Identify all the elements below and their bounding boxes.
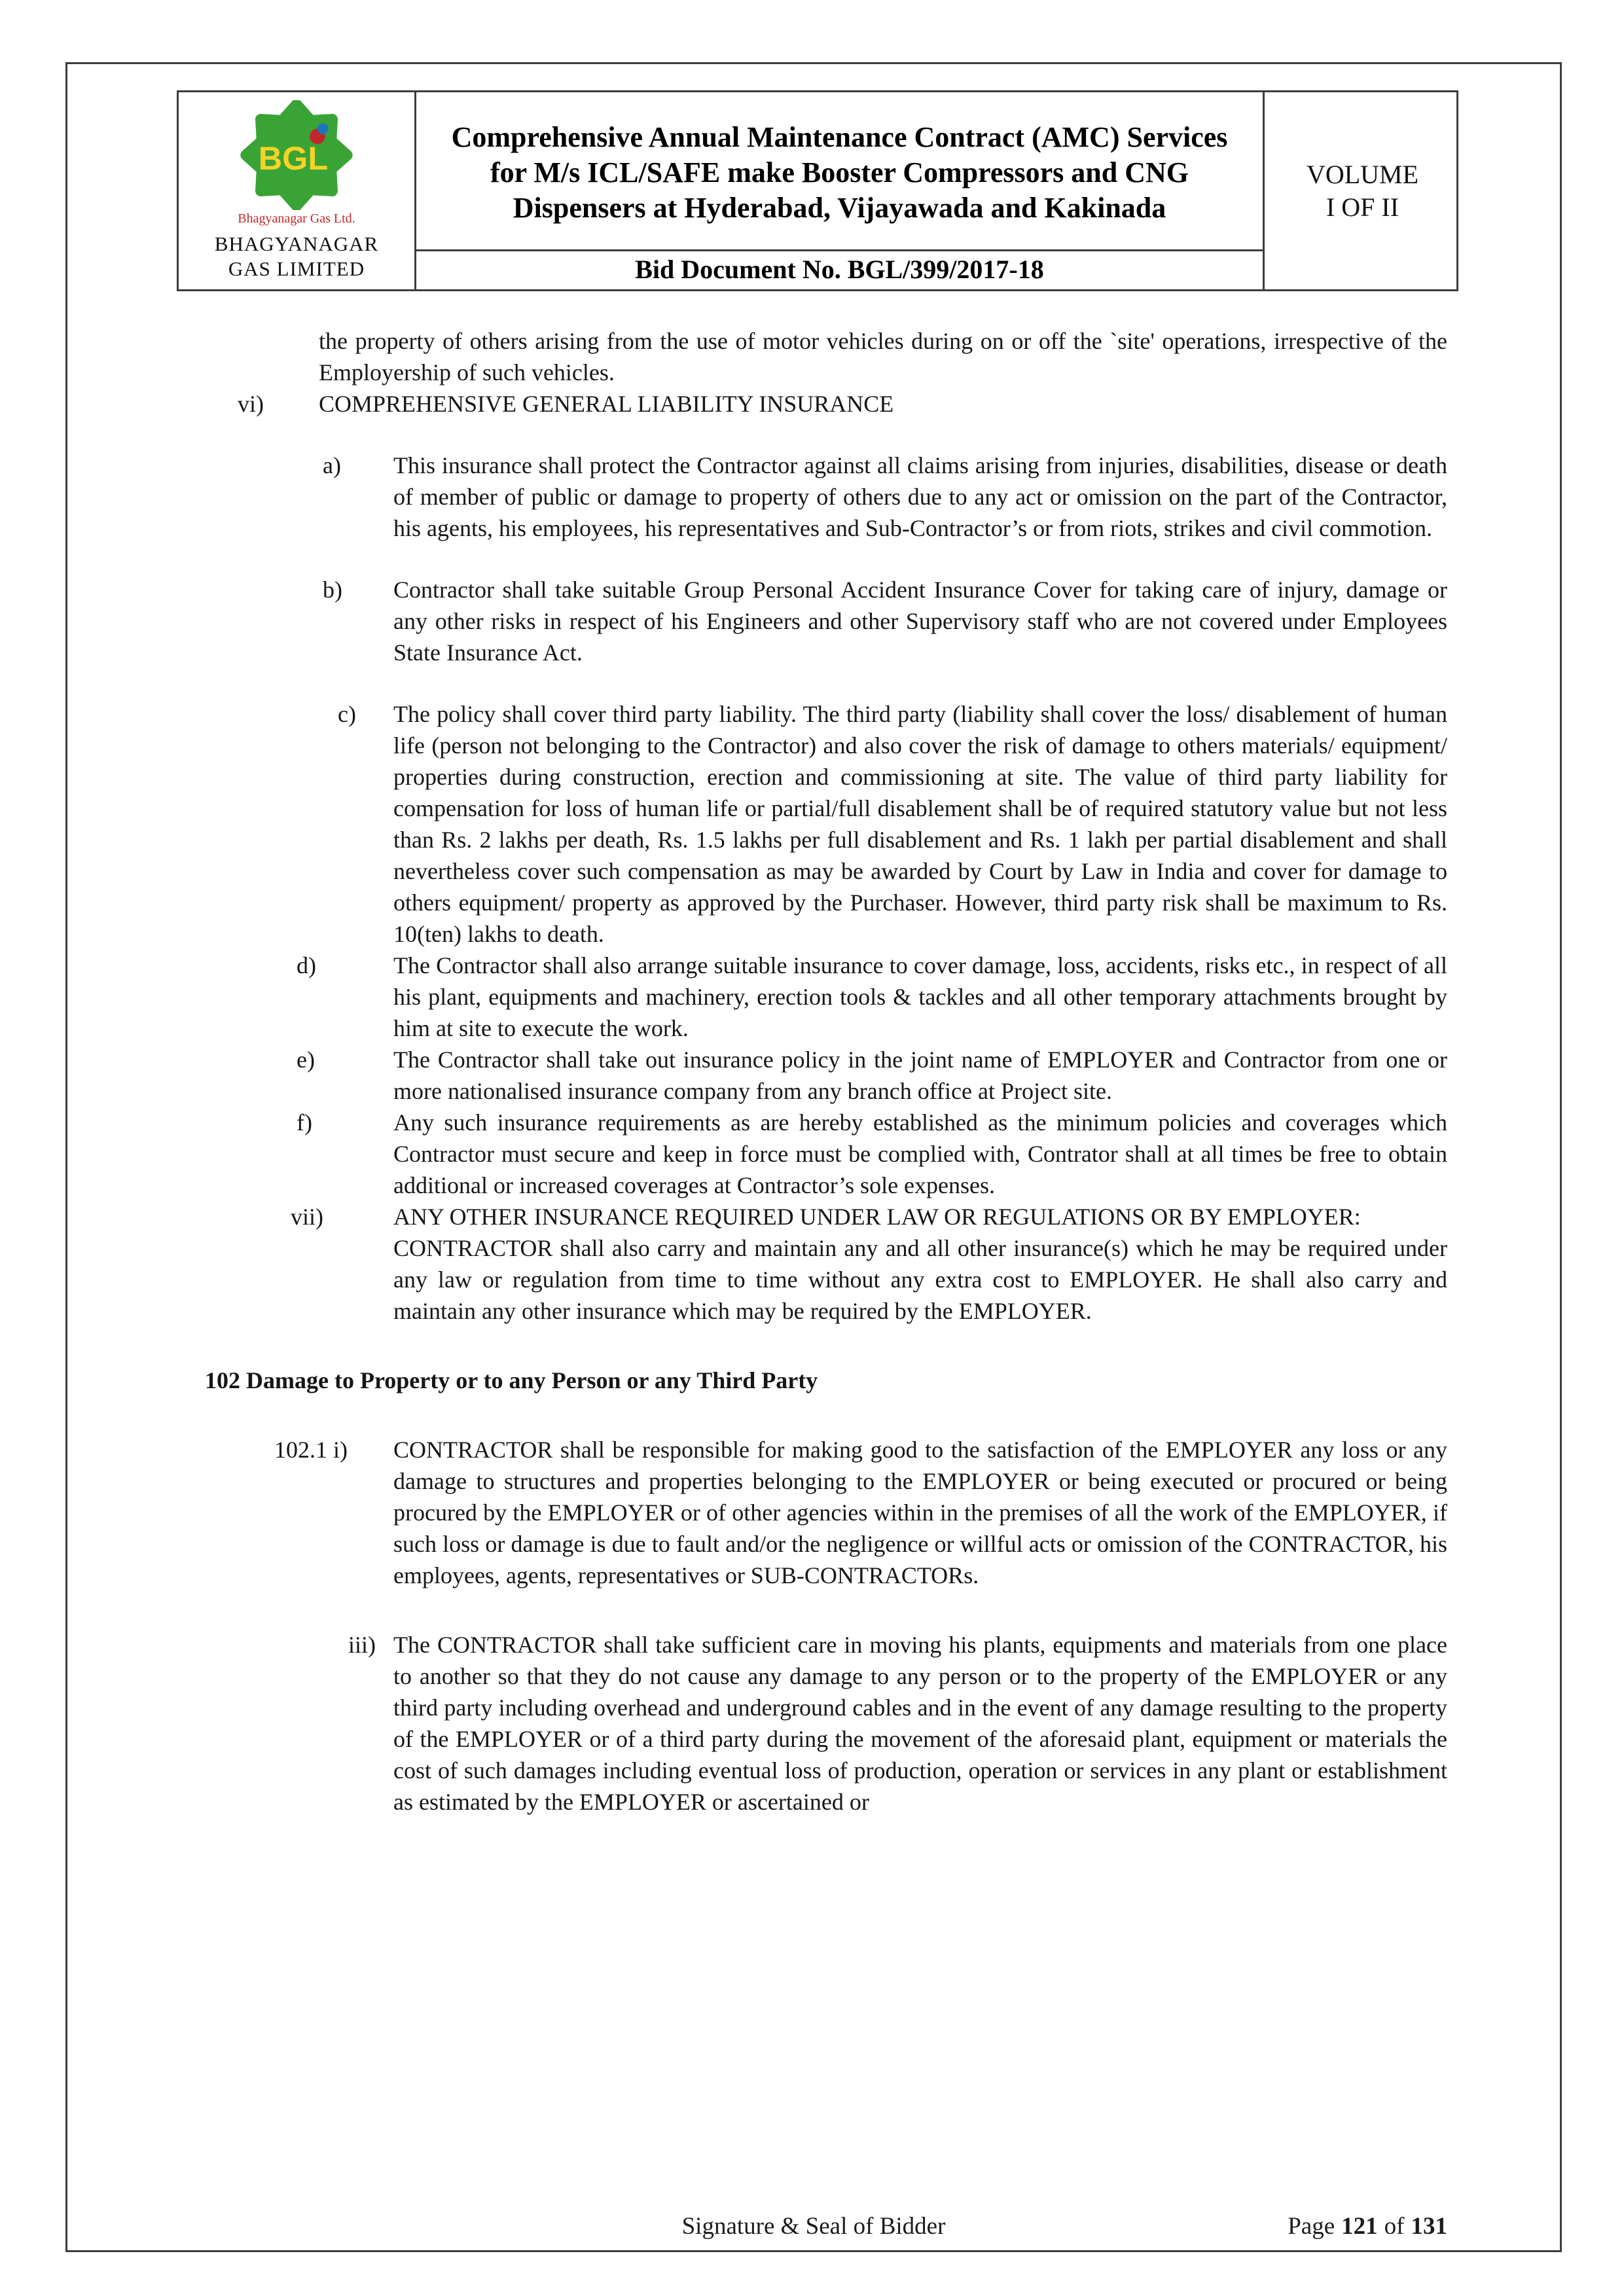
volume-line2: I OF II: [1326, 192, 1399, 222]
page-of-label: of: [1384, 2213, 1405, 2240]
company-name-line1: BHAGYANAGAR: [214, 232, 379, 255]
clause-f-label: f): [297, 1109, 312, 1136]
page-total: 131: [1411, 2213, 1447, 2240]
clause-e-text: The Contractor shall take out insurance policy in the joint name of EMPLOYER and Contractor from one or more nationalised insurance company from any branch office at Project site.: [393, 1047, 1447, 1104]
section-vii-heading: ANY OTHER INSURANCE REQUIRED UNDER LAW OR REGULATIONS OR BY EMPLOYER:: [393, 1204, 1361, 1230]
heading-102: 102 Damage to Property or to any Person or any Third Party: [205, 1367, 818, 1393]
clause-102-1-text: CONTRACTOR shall be responsible for making good to the satisfaction of the EMPLOYER any loss or any damage to structures and properties belonging to the EMPLOYER or being executed or procured or being procured by the EMPLOYER or of other agencies within in the premises of all the work of the EMPLOYER, if such loss or damage is due to fault and/or the negligence or willful acts or omission of the CONTRACTOR, his employees, agents, representatives or SUB-CONTRACTORs.: [393, 1437, 1447, 1588]
page-label: Page: [1288, 2213, 1335, 2240]
header-table: [177, 90, 1458, 291]
document-body: [67, 325, 1560, 1818]
clause-c-text: The policy shall cover third party liability. The third party (liability shall cover the loss/ disablement of human life (person not belonging to the Contractor) and also cover the risk of damage to others materials/ equipment/ properties during construction, erection and commissioning at site. The value of third party liability for compensation for loss of human life or partial/full disablement shall be of required statutory value but not less than Rs. 2 lakhs per death, Rs. 1.5 lakhs per full disablement and Rs. 1 lakh per partial disablement and shall nevertheless cover such compensation as may be awarded by Court by Law in India and cover for damage to others equipment/ property as approved by the Purchaser. However, third party risk shall be maximum to Rs. 10(ten) lakhs to death.: [393, 701, 1447, 947]
document-title: Comprehensive Annual Maintenance Contract (AMC) Services for M/s ICL/SAFE make Booster Compressors and CNG Dispensers at Hyderabad, Vijayawada and Kakinada: [451, 121, 1228, 224]
insurance-clause-c: [67, 698, 1560, 950]
clause-b-label: b): [323, 577, 342, 603]
page-current: 121: [1341, 2213, 1378, 2240]
insurance-clause-f: [67, 1107, 1560, 1201]
bgl-logo-icon: [228, 100, 365, 210]
clause-102-1: [67, 1434, 1560, 1591]
page-number: [1288, 2211, 1447, 2242]
logo-caption: Bhagyanagar Gas Ltd.: [238, 211, 355, 226]
signature-line: Signature & Seal of Bidder: [681, 2213, 946, 2240]
clause-a-text: This insurance shall protect the Contractor against all claims arising from injuries, disabilities, disease or death of member of public or damage to property of others due to any act or omission on the part of the Contractor, his agents, his employees, his representatives and Sub-Contractor’s or from riots, strikes and civil commotion.: [393, 452, 1447, 541]
insurance-clause-d: [67, 950, 1560, 1044]
section-vii-label: vii): [291, 1204, 323, 1230]
clause-e-label: e): [297, 1047, 315, 1073]
section-vii: [67, 1201, 1560, 1327]
page-border: [65, 62, 1562, 2252]
insurance-clause-a: [67, 450, 1560, 544]
clause-iii-label: iii): [348, 1632, 376, 1658]
logo-cell: [179, 92, 414, 289]
clause-iii-text: The CONTRACTOR shall take sufficient care in moving his plants, equipments and materials from one place to another so that they do not cause any damage to any person or to the property of the EMPLOYER or any third party including overhead and underground cables and in the event of any damage resulting to the property of the EMPLOYER or of a third party during the movement of the aforesaid plant, equipment or materials the cost of such damages including eventual loss of production, operation or services in any plant or establishment as estimated by the EMPLOYER or ascertained or: [393, 1632, 1447, 1815]
section-vii-text: CONTRACTOR shall also carry and maintain any and all other insurance(s) which he may be required under any law or regulation from time to time without any extra cost to EMPLOYER. He shall also carry and maintain any other insurance which may be required by the EMPLOYER.: [393, 1235, 1447, 1324]
clause-iii: [67, 1629, 1560, 1818]
section-vi-label: vi): [238, 391, 264, 417]
clause-a-label: a): [323, 452, 341, 478]
volume-line1: VOLUME: [1306, 159, 1419, 189]
clause-b-text: Contractor shall take suitable Group Personal Accident Insurance Cover for taking care of injury, damage or any other risks in respect of his Engineers and other Supervisory staff who are not covered under Employees State Insurance Act.: [393, 577, 1447, 666]
clause-f-text: Any such insurance requirements as are hereby established as the minimum policies and coverages which Contractor must secure and keep in force must be complied with, Contrator shall at all times be free to obtain additional or increased coverages at Contractor’s sole expenses.: [393, 1109, 1447, 1198]
company-name: [215, 232, 378, 281]
section-vii-body: [393, 1201, 1447, 1327]
section-vi: [67, 388, 1560, 420]
clause-d-text: The Contractor shall also arrange suitable insurance to cover damage, loss, accidents, risks etc., in respect of all his plant, equipments and machinery, erection tools & tackles and all other temporary attachments brought by him at site to execute the work.: [393, 952, 1447, 1041]
title-cell: [414, 92, 1263, 289]
logo-abbr: BGL: [258, 139, 329, 177]
paragraph-continuation: the property of others arising from the use of motor vehicles during on or off the `site' operations, irrespective of the Employership of such vehicles.: [319, 328, 1447, 386]
clause-c-label: c): [338, 701, 356, 727]
clause-d-label: d): [297, 952, 316, 978]
volume-cell: [1263, 92, 1460, 289]
section-vi-heading: COMPREHENSIVE GENERAL LIABILITY INSURANCE: [319, 391, 894, 417]
company-name-line2: GAS LIMITED: [228, 257, 365, 280]
insurance-clause-b: [67, 574, 1560, 668]
clause-102-1-label: 102.1 i): [274, 1437, 348, 1463]
page-footer: [67, 2211, 1560, 2245]
bid-document-number: Bid Document No. BGL/399/2017-18: [416, 249, 1263, 289]
insurance-clause-e: [67, 1044, 1560, 1107]
